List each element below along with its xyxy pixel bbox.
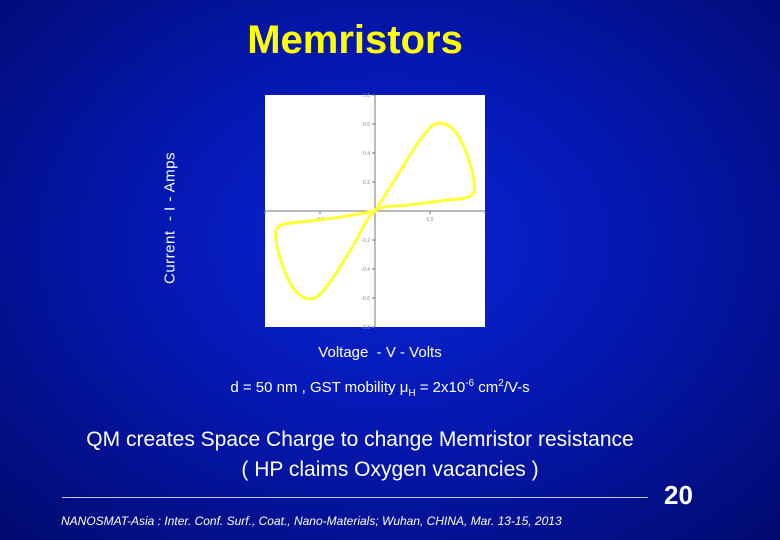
- mu-subscript: H: [408, 388, 416, 399]
- y-tick-label: -0.6: [361, 296, 370, 302]
- hysteresis-chart: [265, 93, 485, 331]
- y-tick-label: 0.6: [363, 122, 370, 128]
- note-suffix: /V-s: [503, 379, 530, 396]
- conference-footer: NANOSMAT-Asia : Inter. Conf. Surf., Coat., Nano-Materials; Wuhan, CHINA, Mar. 13-15, 2013: [61, 514, 562, 528]
- exponent: -6: [465, 378, 475, 389]
- page-number: 20: [664, 480, 693, 510]
- y-axis-label: Current - I - Amps: [161, 151, 179, 285]
- y-tick-label: 0.4: [363, 151, 370, 157]
- note-mid: = 2x10: [415, 379, 466, 396]
- parameter-note: [0, 378, 760, 399]
- footer-divider: [62, 497, 648, 498]
- x-tick-label: 0.5: [426, 217, 434, 223]
- y-tick-label: 0.2: [363, 180, 370, 186]
- y-tick-label: -0.2: [361, 238, 370, 244]
- qm-statement: QM creates Space Charge to change Memristor resistance: [86, 428, 634, 451]
- hp-claim: ( HP claims Oxygen vacancies ): [241, 458, 539, 481]
- x-tick-label: -0.5: [315, 217, 325, 223]
- unit-superscript: 2: [498, 378, 504, 389]
- note-prefix: d = 50 nm , GST mobility: [230, 379, 400, 396]
- y-tick-label: -0.8: [361, 325, 370, 331]
- note-unit: cm: [474, 379, 499, 396]
- y-tick-label: -0.4: [361, 267, 370, 273]
- slide-title: Memristors: [247, 18, 463, 62]
- x-axis-label: Voltage - V - Volts: [318, 344, 442, 361]
- y-tick-label: 0.8: [363, 93, 370, 99]
- mu-symbol: μ: [399, 379, 409, 396]
